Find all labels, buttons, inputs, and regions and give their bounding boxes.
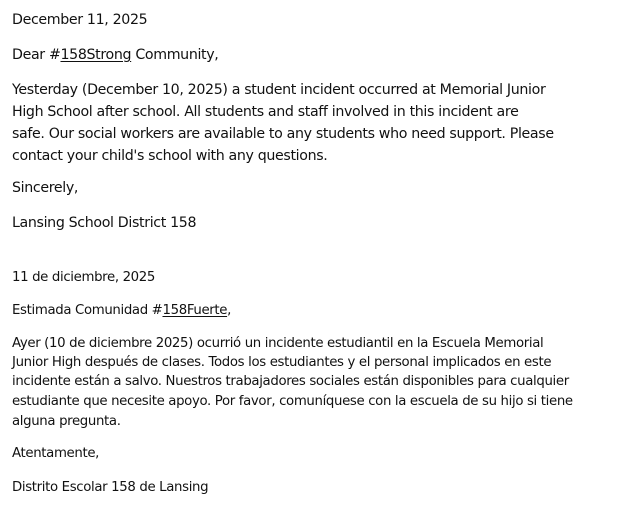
spanish-salutation <box>12 303 231 318</box>
english-body-line-1: Yesterday (December 10, 2025) a student incident occurred at Memorial Junior <box>12 82 546 98</box>
spanish-body-line-4: estudiante que necesite apoyo. Por favor, comuníquese con la escuela de su hijo si tiene <box>12 394 573 409</box>
english-closing: Sincerely, <box>12 180 79 196</box>
english-salutation <box>12 47 218 63</box>
english-salutation-prefix: Dear # <box>12 47 61 63</box>
english-hashtag: 158Strong <box>60 47 132 63</box>
spanish-body-line-3: incidente están a salvo. Nuestros trabajadores sociales están disponibles para cualquier <box>12 374 569 389</box>
spanish-salutation-suffix: , <box>227 303 231 318</box>
english-date: December 11, 2025 <box>12 12 148 28</box>
english-salutation-suffix: Community, <box>131 47 219 63</box>
spanish-salutation-prefix: Estimada Comunidad # <box>12 303 163 318</box>
spanish-hashtag: 158Fuerte <box>162 303 228 318</box>
spanish-date: 11 de diciembre, 2025 <box>12 270 156 285</box>
english-body-line-2: High School after school. All students and staff involved in this incident are <box>12 104 519 120</box>
spanish-signature: Distrito Escolar 158 de Lansing <box>12 480 209 495</box>
spanish-body-line-2: Junior High después de clases. Todos los estudiantes y el personal implicados en este <box>12 355 552 370</box>
english-body-line-4: contact your child's school with any questions. <box>12 148 328 164</box>
spanish-closing: Atentamente, <box>12 446 100 461</box>
spanish-body-line-5: alguna pregunta. <box>12 414 121 429</box>
english-body-line-3: safe. Our social workers are available to any students who need support. Please <box>12 126 554 142</box>
spanish-body-line-1: Ayer (10 de diciembre 2025) ocurrió un incidente estudiantil en la Escuela Memorial <box>12 336 544 351</box>
english-signature: Lansing School District 158 <box>12 215 197 231</box>
